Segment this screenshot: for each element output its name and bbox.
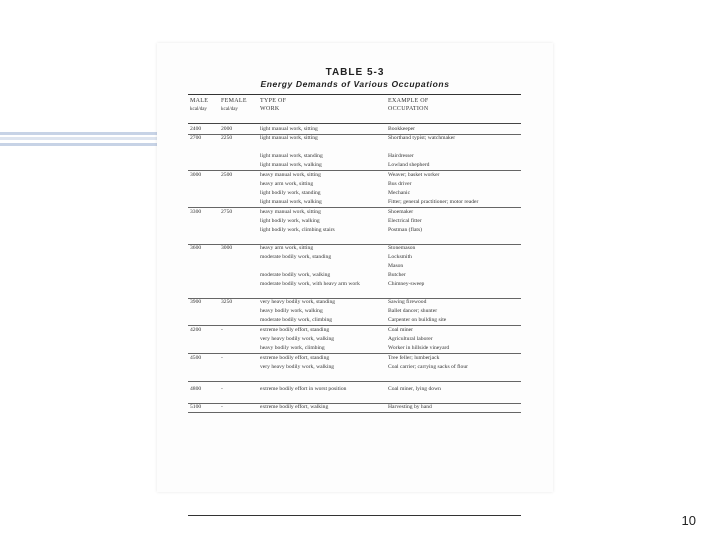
cell-type-of-work: extreme bodily effort, walking (260, 404, 329, 410)
cell-type-of-work: very heavy bodily work, walking (260, 364, 335, 370)
cell-female-kcal: - (221, 386, 223, 392)
table-row (188, 180, 521, 189)
cell-example-occupation: Chimney-sweep (388, 281, 425, 287)
cell-example-occupation: Carpenter on building site (388, 317, 447, 323)
cell-type-of-work: moderate bodily work, climbing (260, 317, 333, 323)
cell-example-occupation: Coal miner, lying down (388, 386, 441, 392)
cell-example-occupation: Mechanic (388, 190, 411, 196)
cell-example-occupation: Mason (388, 263, 404, 269)
cell-type-of-work: heavy bodily work, walking (260, 308, 323, 314)
table-row (188, 316, 521, 326)
cell-example-occupation: Electrical fitter (388, 218, 422, 224)
cell-male-kcal: 2700 (190, 135, 202, 141)
table-row (188, 385, 521, 404)
cell-type-of-work: moderate bodily work, walking (260, 272, 331, 278)
table-row (188, 271, 521, 280)
cell-male-kcal: 3900 (190, 299, 202, 305)
cell-female-kcal: 2500 (221, 172, 233, 178)
table-row (188, 134, 521, 143)
cell-type-of-work: moderate bodily work, standing (260, 254, 332, 260)
cell-type-of-work: light manual work, standing (260, 153, 323, 159)
cell-example-occupation: Coal miner (388, 327, 414, 333)
cell-type-of-work: heavy arm work, sitting (260, 181, 314, 187)
table-row (188, 253, 521, 262)
cell-male-kcal: 2400 (190, 126, 202, 132)
cell-example-occupation: Worker in hillside vineyard (388, 345, 450, 351)
cell-example-occupation: Fitter; general practitioner; motor reader (388, 199, 479, 205)
cell-type-of-work: heavy arm work, sitting (260, 245, 314, 251)
cell-type-of-work: extreme bodily effort, standing (260, 355, 330, 361)
cell-female-kcal: 3000 (221, 245, 233, 251)
table-row (188, 280, 521, 299)
cell-example-occupation: Sawing firewood (388, 299, 427, 305)
cell-example-occupation: Bookkeeper (388, 126, 416, 132)
cell-female-kcal: - (221, 355, 223, 361)
cell-type-of-work: moderate bodily work, with heavy arm work (260, 281, 360, 287)
cell-example-occupation: Hairdresser (388, 153, 414, 159)
table-row (188, 152, 521, 161)
table-row (188, 335, 521, 344)
header-example-occupation: EXAMPLE OF OCCUPATION (388, 98, 429, 112)
table-row (188, 198, 521, 208)
cell-type-of-work: extreme bodily effort, standing (260, 327, 330, 333)
table-row (188, 226, 521, 245)
cell-female-kcal: 2750 (221, 209, 233, 215)
cell-example-occupation: Coal carrier; carrying sacks of flour (388, 364, 468, 370)
cell-example-occupation: Tree feller; lumberjack (388, 355, 440, 361)
cell-example-occupation: Butcher (388, 272, 406, 278)
table-row (188, 307, 521, 316)
scanned-table-image (157, 43, 553, 492)
table-row (188, 189, 521, 198)
cell-type-of-work: light manual work, walking (260, 199, 322, 205)
page-number: 10 (681, 513, 696, 528)
table-row (188, 298, 521, 307)
cell-type-of-work: light bodily work, standing (260, 190, 321, 196)
header-male: MALE kcal/day (190, 98, 209, 112)
header-type-of-work: TYPE OF WORK (260, 98, 287, 112)
energy-demands-table (188, 94, 521, 516)
table-row (188, 171, 521, 180)
cell-male-kcal: 5100 (190, 404, 202, 410)
cell-example-occupation: Weaver; basket worker (388, 172, 440, 178)
cell-female-kcal: 3250 (221, 299, 233, 305)
table-row (188, 403, 521, 413)
cell-female-kcal: 2250 (221, 135, 233, 141)
cell-type-of-work: very heavy bodily work, standing (260, 299, 336, 305)
table-row (188, 262, 521, 271)
cell-example-occupation: Harvesting by hand (388, 404, 432, 410)
cell-male-kcal: 4800 (190, 386, 202, 392)
cell-example-occupation: Locksmith (388, 254, 412, 260)
cell-type-of-work: light manual work, sitting (260, 126, 318, 132)
cell-type-of-work: very heavy bodily work, walking (260, 336, 335, 342)
cell-type-of-work: heavy manual work, sitting (260, 209, 321, 215)
header-female: FEMALE kcal/day (221, 98, 247, 112)
cell-type-of-work: heavy bodily work, climbing (260, 345, 325, 351)
table-row (188, 161, 521, 171)
cell-example-occupation: Shorthand typist; watchmaker (388, 135, 456, 141)
cell-type-of-work: light manual work, walking (260, 162, 322, 168)
cell-example-occupation: Ballet dancer; shunter (388, 308, 438, 314)
table-header (188, 95, 521, 124)
cell-male-kcal: 3300 (190, 209, 202, 215)
cell-male-kcal: 4200 (190, 327, 202, 333)
table-title: TABLE 5-3 (325, 67, 385, 78)
cell-male-kcal: 4500 (190, 355, 202, 361)
table-row (188, 326, 521, 335)
table-row (188, 354, 521, 363)
cell-type-of-work: light manual work, sitting (260, 135, 318, 141)
table-row (188, 208, 521, 217)
cell-type-of-work: heavy manual work, sitting (260, 172, 321, 178)
table-row (188, 244, 521, 253)
cell-male-kcal: 3600 (190, 245, 202, 251)
cell-example-occupation: Stonemason (388, 245, 416, 251)
cell-example-occupation: Bus driver (388, 181, 412, 187)
cell-type-of-work: light bodily work, climbing stairs (260, 227, 335, 233)
cell-example-occupation: Shoemaker (388, 209, 414, 215)
table-row (188, 217, 521, 226)
cell-type-of-work: light bodily work, walking (260, 218, 320, 224)
cell-example-occupation: Postman (flats) (388, 227, 423, 233)
cell-type-of-work: extreme bodily effort in worst position (260, 386, 347, 392)
table-row (188, 363, 521, 382)
cell-male-kcal: 3000 (190, 172, 202, 178)
cell-female-kcal: - (221, 327, 223, 333)
cell-female-kcal: 2000 (221, 126, 233, 132)
table-row (188, 344, 521, 354)
table-subtitle: Energy Demands of Various Occupations (260, 79, 450, 89)
cell-example-occupation: Lowland shepherd (388, 162, 430, 168)
cell-female-kcal: - (221, 404, 223, 410)
cell-example-occupation: Agricultural laborer (388, 336, 433, 342)
